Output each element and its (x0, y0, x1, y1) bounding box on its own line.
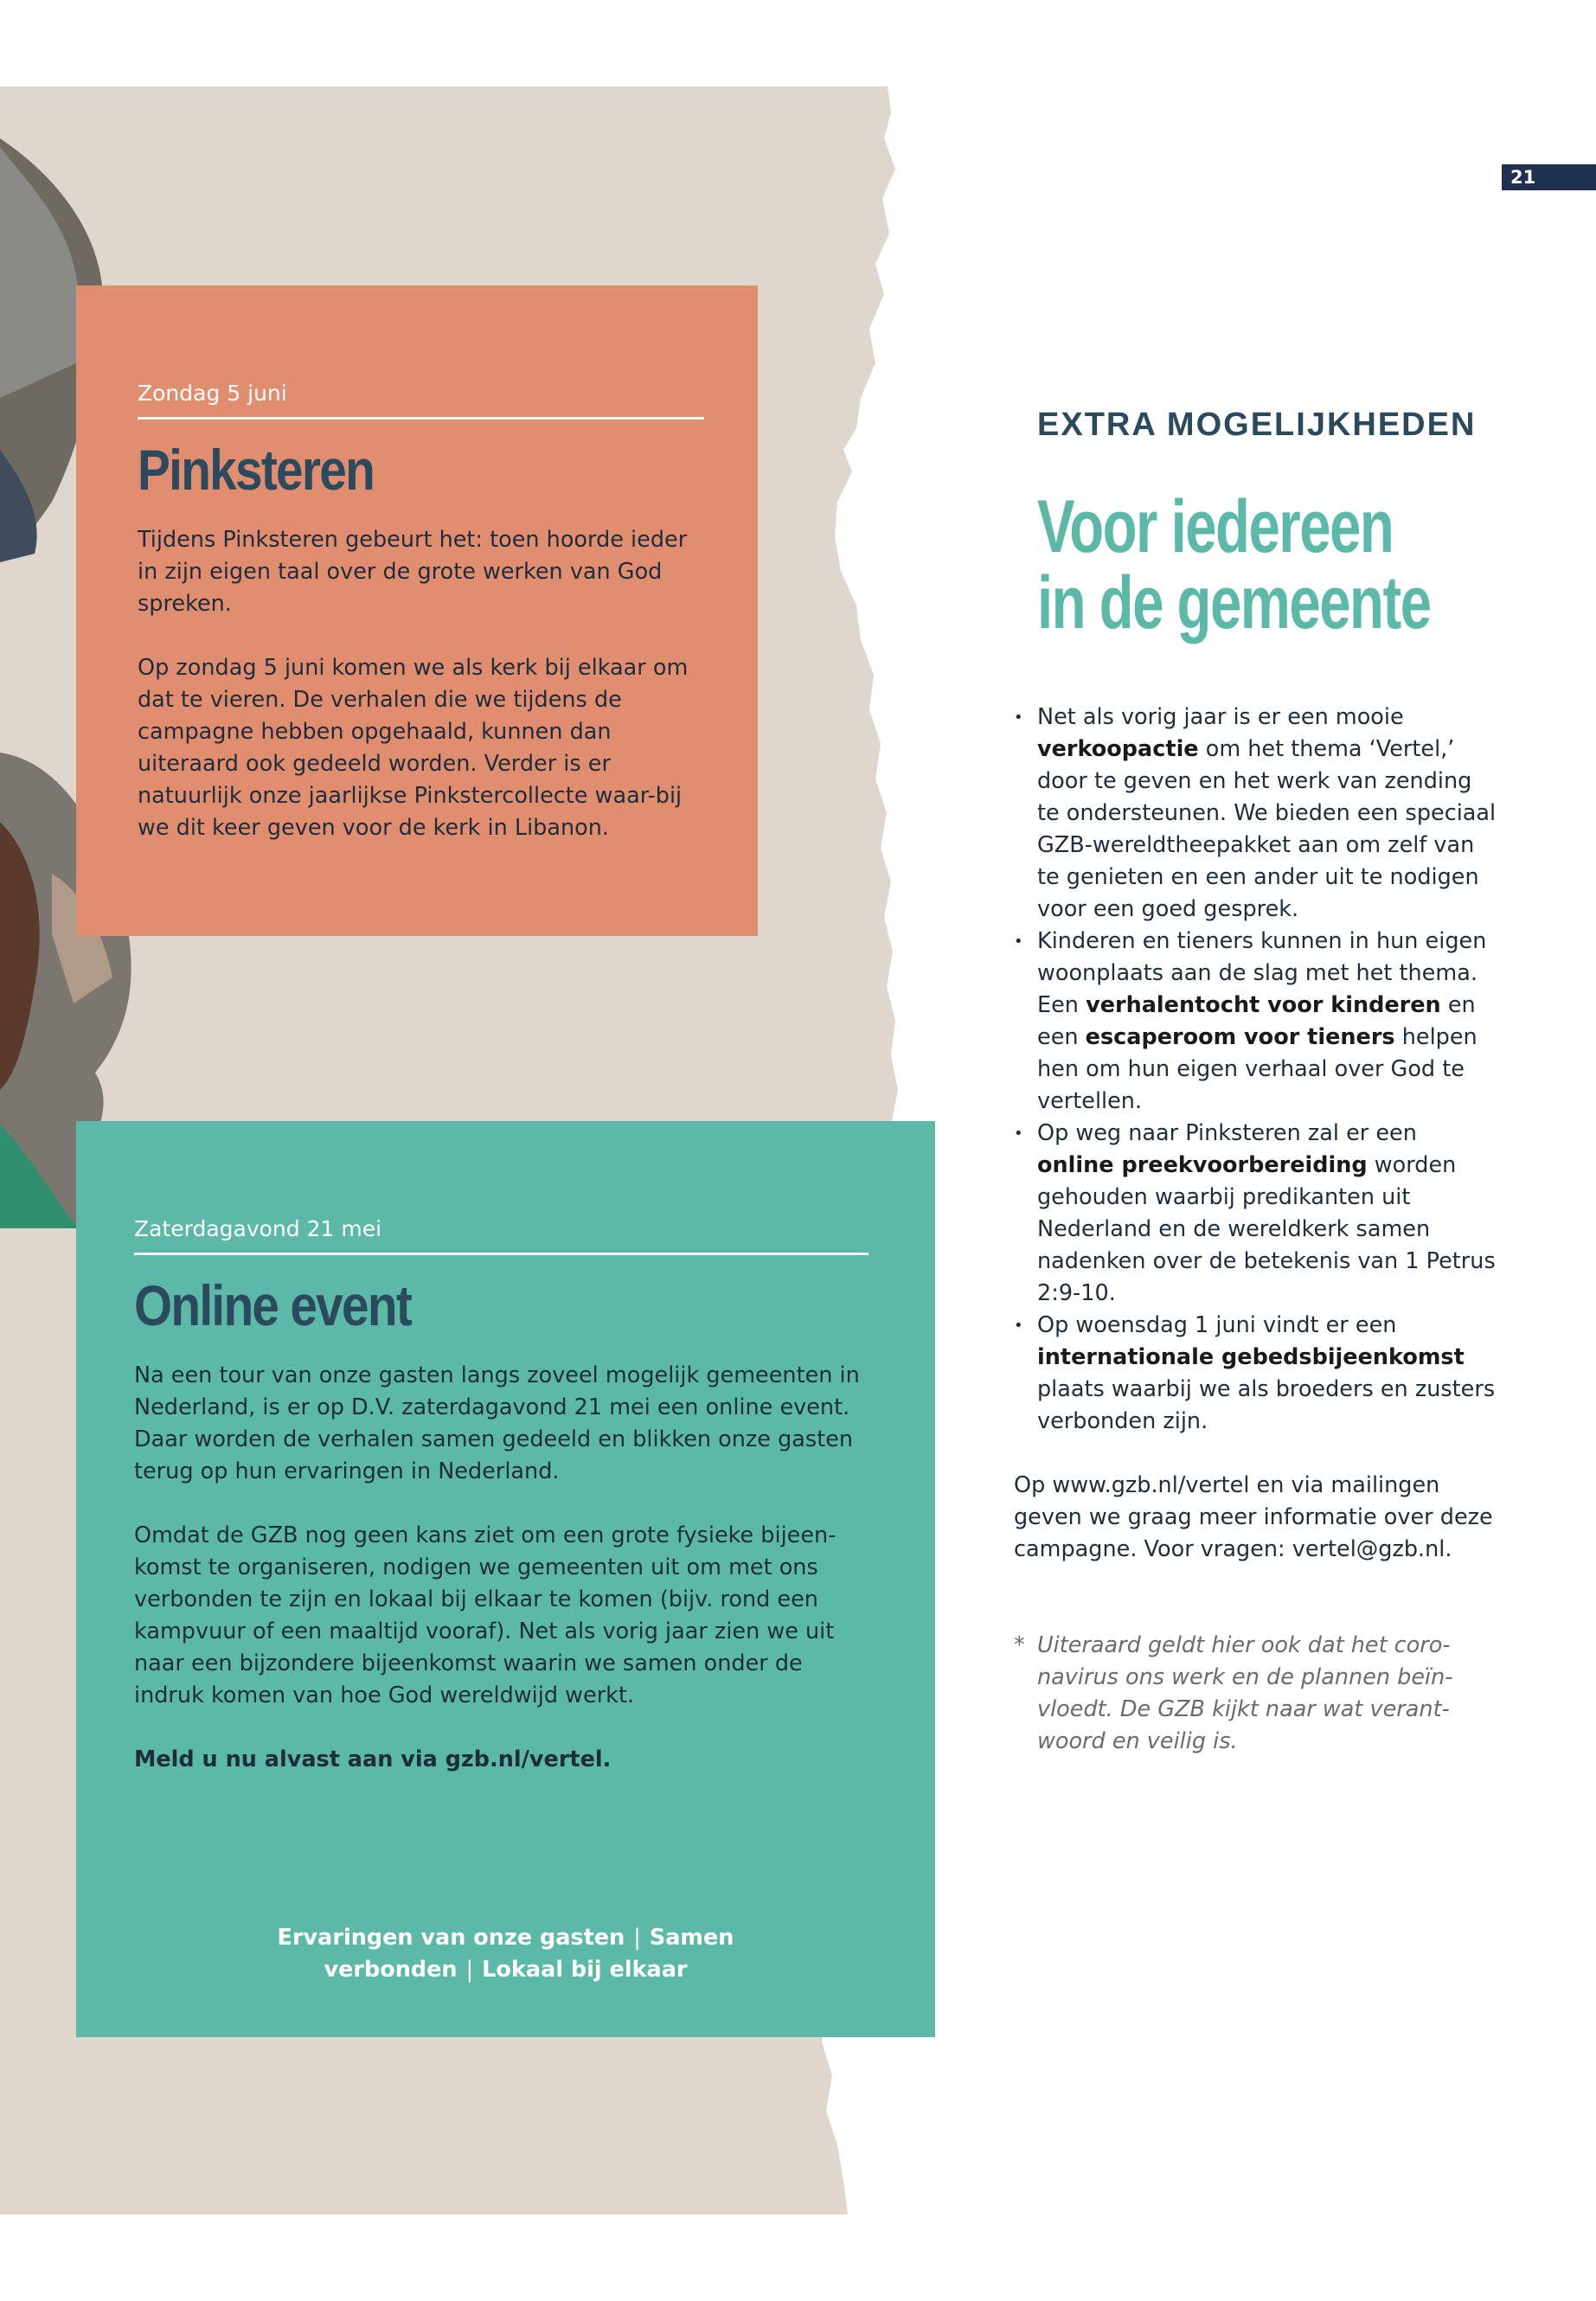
extra-info: Op www.gzb.nl/vertel en via mailingen geven we graag meer informatie over deze campagne. Voor vragen: vertel@gzb.nl. (1014, 1472, 1493, 1562)
headline-line-2: in de gemeente (1037, 561, 1431, 644)
pinksteren-date: Zondag 5 juni (138, 381, 704, 420)
online-event-paragraph-2: Omdat de GZB nog geen kans ziet om een grote fysieke bijeen-komst te organiseren, nodigen we gemeenten uit om met ons verbonden te zijn en lokaal bij elkaar te komen (bijv. rond een kampvuur of een maaltijd vooraf). Net als vorig jaar zien we uit naar een bijzondere bijeenkomst waarin we samen onder de indruk komen van hoe God wereldwijd werkt. (134, 1522, 836, 1709)
tagline-separator: | (633, 1925, 641, 1951)
online-event-signup: Meld u nu alvast aan via gzb.nl/vertel. (134, 1747, 612, 1773)
online-event-card (76, 1121, 935, 2037)
extra-kicker: EXTRA MOGELIJKHEDEN (1037, 407, 1477, 443)
bullet-item: • Net als vorig jaar is er een mooie verkoopactie om het thema ‘Vertel,’ door te geven en het werk van zending te ondersteunen. We bieden een speciaal GZB-wereldtheepakket aan om zelf van te genieten en een ander uit te nodigen voor een goed gesprek. (1014, 702, 1498, 926)
online-event-title: Online event (134, 1273, 412, 1337)
tagline-item: Ervaringen van onze gasten (277, 1925, 625, 1951)
pinksteren-title: Pinksteren (138, 438, 375, 502)
tagline-separator: | (465, 1957, 474, 1983)
pinksteren-paragraph-2: Op zondag 5 juni komen we als kerk bij elkaar om dat te vieren. De verhalen die we tijdens de campagne hebben opgehaald, kunnen dan uiteraard ook gedeeld worden. Verder is er natuurlijk onze jaarlijkse Pinkstercollecte waar-bij we dit keer geven voor de kerk in Libanon. (138, 655, 689, 842)
footnote-asterisk: * (1014, 1632, 1025, 1658)
extra-footnote (1014, 1630, 1498, 1758)
pinksteren-paragraph-1: Tijdens Pinksteren gebeurt het: toen hoorde ieder in zijn eigen taal over de grote werken van God spreken. (138, 527, 688, 618)
footnote-text: Uiteraard geldt hier ook dat het coro-navirus ons werk en de plannen beïn-vloedt. De GZB kijkt naar wat verant-woord en veilig is. (1037, 1632, 1453, 1754)
bullet-item: • Kinderen en tieners kunnen in hun eigen woonplaats aan de slag met het thema. Een verhalentocht voor kinderen en een escaperoom voor tieners helpen hen om hun eigen verhaal over God te vertellen. (1014, 926, 1498, 1118)
page-number: 21 (1502, 164, 1596, 190)
online-event-paragraph-1: Na een tour van onze gasten langs zoveel mogelijk gemeenten in Nederland, is er op D.V. zaterdagavond 21 mei een online event. Daar worden de verhalen samen gedeeld en blikken onze gasten terug op hun ervaringen in Nederland. (134, 1362, 860, 1485)
extra-section (1014, 407, 1498, 1758)
online-event-tagline (76, 1922, 935, 1986)
bullet-item: • Op weg naar Pinksteren zal er een online preekvoorbereiding worden gehouden waarbij predikanten uit Nederland en de wereldkerk samen nadenken over de betekenis van 1 Petrus 2:9-10. (1014, 1118, 1498, 1310)
online-event-date: Zaterdagavond 21 mei (134, 1216, 869, 1255)
tagline-item: Lokaal bij elkaar (482, 1957, 688, 1983)
bullet-item: • Op woensdag 1 juni vindt er een internationale gebedsbijeenkomst plaats waarbij we als broeders en zusters verbonden zijn. (1014, 1310, 1498, 1438)
extra-headline (1037, 485, 1497, 644)
extra-bullet-list (1014, 702, 1498, 1438)
tagline-item: Samen verbonden (324, 1925, 734, 1983)
headline-line-1: Voor iedereen (1037, 485, 1394, 568)
pinksteren-card (76, 285, 758, 936)
